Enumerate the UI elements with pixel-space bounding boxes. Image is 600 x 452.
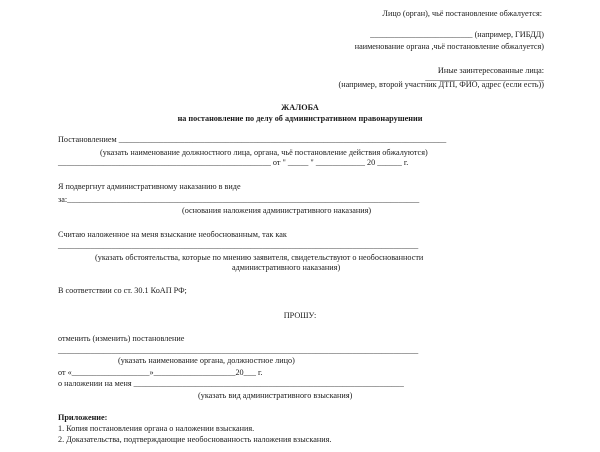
request-fill-line: ________________________________________________________________________________________	[58, 346, 419, 355]
objection-line: Считаю наложенное на меня взыскание необоснованным, так как	[58, 230, 287, 239]
punishment-line: Я подвергнут административному наказанию в виде	[58, 182, 241, 191]
objection-fill-line: ________________________________________________________________________________________	[58, 241, 419, 250]
document-subtitle: на постановление по делу об административном правонарушении	[177, 114, 423, 123]
addressee-label: Лицо (орган), чьё постановление обжалуется:	[382, 9, 542, 18]
request-heading: ПРОШУ:	[283, 311, 317, 320]
other-parties-hint: (например, второй участник ДТП, ФИО, адрес (если есть))	[338, 80, 544, 89]
punishment-hint: (основания наложения административного наказания)	[182, 206, 372, 215]
resolution-hint: (указать наименование должностного лица, органа, чьё постановление действия обжалуются)	[100, 148, 428, 157]
punishment-reason-line: за:______________________________________________________________________________________	[58, 195, 420, 204]
other-parties-line: _____________________________	[425, 73, 544, 82]
request-date-line: от «___________________»____________________20___ г.	[58, 368, 263, 377]
objection-hint-2: административного наказания)	[232, 263, 341, 272]
document-title: ЖАЛОБА	[281, 103, 319, 112]
resolution-date-line: ____________________________________________________ от " _____ " ____________ 20 ______ г.	[58, 158, 409, 167]
request-hint: (указать наименование органа, должностное лицо)	[118, 356, 295, 365]
penalty-line: о наложении на меня __________________________________________________________________	[58, 379, 404, 388]
addressee-hint: наименование органа ,чьё постановление обжалуется)	[354, 42, 544, 51]
penalty-hint: (указать вид административного взыскания)	[198, 391, 353, 400]
resolution-line: Постановлением ________________________________________________________________________________	[58, 135, 447, 144]
objection-hint-1: (указать обстоятельства, которые по мнению заявителя, свидетельствуют о необоснованности	[95, 253, 424, 262]
other-parties-label: Иные заинтересованные лица:	[437, 66, 544, 75]
addressee-example: _________________________ (например, ГИБДД)	[370, 30, 544, 39]
legal-basis: В соответствии со ст. 30.1 КоАП РФ;	[58, 286, 187, 295]
appendix-item-2: 2. Доказательства, подтверждающие необоснованность наложения взыскания.	[58, 435, 332, 444]
request-line: отменить (изменить) постановление	[58, 334, 185, 343]
appendix-heading: Приложение:	[58, 413, 108, 422]
appendix-item-1: 1. Копия постановления органа о наложении взыскания.	[58, 424, 255, 433]
